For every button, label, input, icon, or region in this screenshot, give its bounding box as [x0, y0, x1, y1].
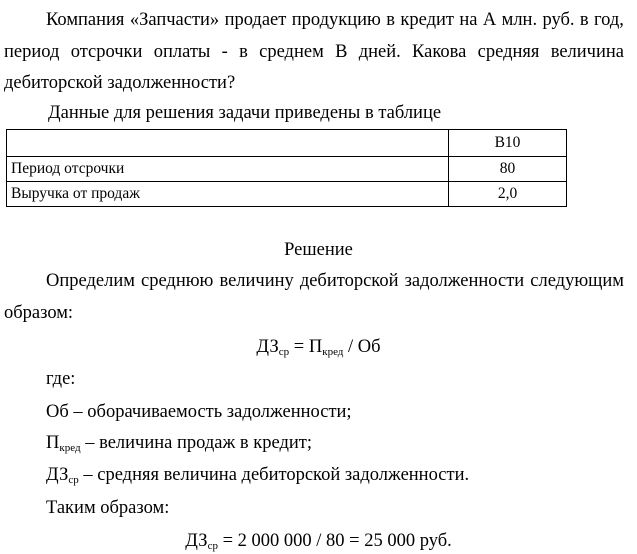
- problem-line-2: [4, 43, 624, 62]
- word: год,: [594, 10, 624, 30]
- word: дней.: [358, 42, 401, 62]
- word: период: [4, 42, 60, 62]
- word: среднем: [259, 42, 324, 62]
- formula-dz: ДЗ: [256, 337, 279, 357]
- table-intro: Данные для решения задачи приведены в таблице: [48, 103, 442, 123]
- where-label: где:: [46, 369, 76, 389]
- word: следующим: [530, 271, 624, 291]
- word: среднюю: [141, 271, 214, 291]
- formula-dz-sub: ср: [278, 346, 290, 358]
- definition-text: – величина продаж в кредит;: [80, 433, 312, 453]
- table-row-label: Период отсрочки: [7, 157, 449, 182]
- table-row-value: 80: [449, 157, 567, 182]
- thus-label: Таким образом:: [46, 498, 170, 518]
- word: кредит: [400, 10, 454, 30]
- word: Определим: [46, 271, 135, 291]
- word: средняя: [477, 42, 540, 62]
- solution-heading: Решение: [284, 240, 353, 260]
- definition-item: [46, 466, 469, 485]
- formula-rest: / Об: [343, 337, 381, 357]
- table-row: [7, 182, 567, 207]
- formula: [0, 338, 637, 357]
- definition-symbol: П: [46, 433, 60, 453]
- solution-intro-line-1: [46, 272, 624, 291]
- result-formula: [0, 532, 637, 551]
- definition-sub: кред: [59, 442, 81, 454]
- word: задолженности: [404, 271, 525, 291]
- word: в: [386, 10, 395, 30]
- word: -: [221, 42, 228, 62]
- word: величину: [219, 271, 294, 291]
- word: В: [335, 42, 348, 62]
- definition-sub: ср: [68, 474, 79, 486]
- table-header-row: [7, 130, 567, 157]
- word: величина: [550, 42, 624, 62]
- data-table: [6, 129, 567, 207]
- word: Какова: [412, 42, 467, 62]
- definition-text: – средняя величина дебиторской задолженности.: [78, 465, 470, 485]
- word: млн.: [501, 10, 538, 30]
- formula-p: П: [308, 337, 323, 357]
- definition-symbol: ДЗ: [46, 465, 69, 485]
- word: отсрочки: [70, 42, 143, 62]
- word: Компания: [46, 10, 125, 30]
- table-header-cell: [7, 130, 449, 157]
- definition-item: [46, 434, 312, 453]
- word: А: [482, 10, 497, 30]
- solution-intro-line-2: образом:: [4, 303, 74, 323]
- table-row: [7, 157, 567, 182]
- formula-equals: =: [289, 337, 309, 357]
- word: в: [579, 10, 589, 30]
- result-dz-sub: ср: [207, 540, 218, 552]
- table-row-value: 2,0: [449, 182, 567, 207]
- word: продает: [224, 10, 287, 30]
- problem-line-1: [46, 11, 624, 30]
- definition-text: – оборачиваемость задолженности;: [68, 402, 352, 422]
- word: оплаты: [153, 42, 211, 62]
- word: «Запчасти»: [129, 10, 220, 30]
- problem-line-3: дебиторской задолженности?: [4, 73, 236, 93]
- result-expression: = 2 000 000 / 80 = 25 000 руб.: [217, 531, 452, 551]
- table-header-cell: В10: [449, 130, 567, 157]
- table-row-label: Выручка от продаж: [7, 182, 449, 207]
- definition-item: [46, 403, 352, 422]
- word: дебиторской: [299, 271, 399, 291]
- word: в: [239, 42, 248, 62]
- formula-p-sub: кред: [322, 346, 344, 358]
- word: продукцию: [291, 10, 381, 30]
- result-dz: ДЗ: [185, 531, 208, 551]
- definition-symbol: Об: [46, 402, 69, 422]
- word: руб.: [542, 10, 575, 30]
- word: на: [459, 10, 478, 30]
